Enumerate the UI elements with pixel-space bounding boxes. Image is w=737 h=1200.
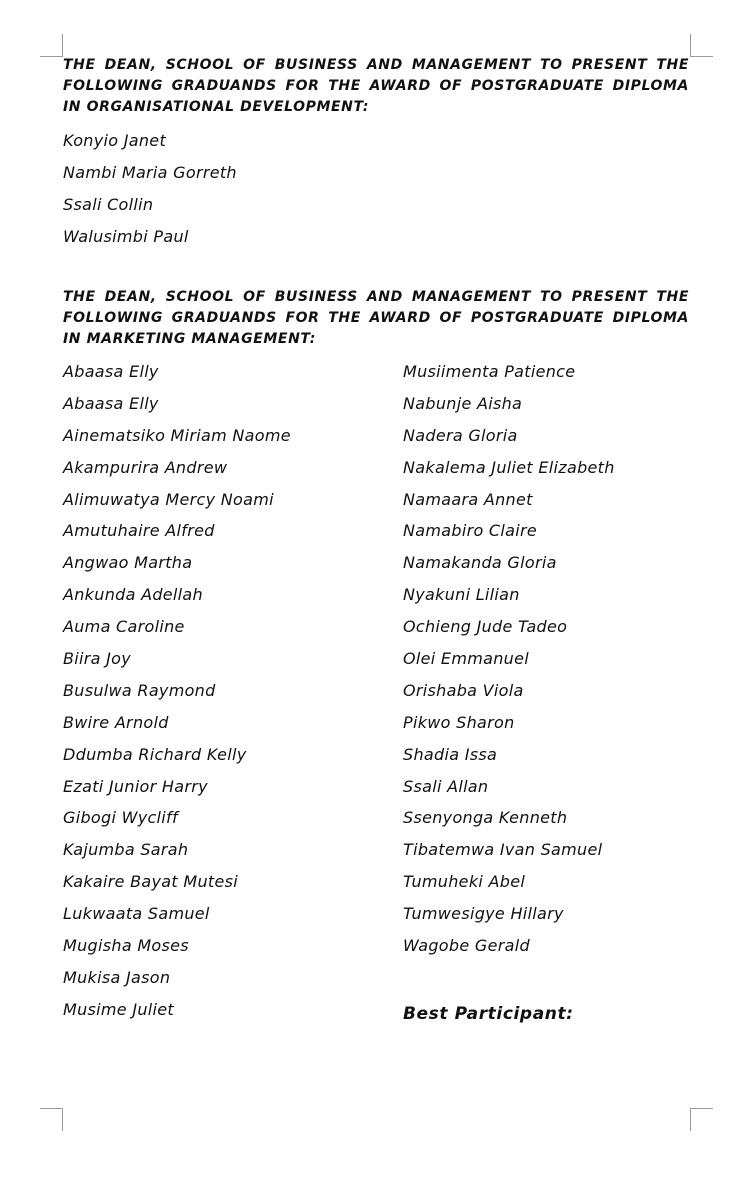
graduand-name: Ssali Collin xyxy=(63,194,154,214)
best-participant-label: Best Participant: xyxy=(403,1004,574,1024)
graduand-name: Ankunda Adellah xyxy=(63,585,203,605)
graduand-name: Ssali Allan xyxy=(403,776,489,796)
graduand-name: Abaasa Elly xyxy=(63,362,159,381)
graduand-name: Namabiro Claire xyxy=(403,521,538,541)
graduand-name: Abaasa Elly xyxy=(63,393,159,413)
graduand-name: Nambi Maria Gorreth xyxy=(63,162,237,182)
graduand-name: Tumwesigye Hillary xyxy=(403,904,564,924)
graduand-name: Nakalema Juliet Elizabeth xyxy=(403,457,615,477)
section-heading-organisational-development: THE DEAN, SCHOOL OF BUSINESS AND MANAGEMENT TO PRESENT THE FOLLOWING GRADUANDS FOR THE AWARD OF POSTGRADUATE DIPLOMA IN ORGANISATIONAL DEVELOPMENT: xyxy=(63,57,689,115)
graduand-name: Amutuhaire Alfred xyxy=(63,521,215,541)
graduand-name: Mugisha Moses xyxy=(63,936,189,956)
graduand-name: Kajumba Sarah xyxy=(63,840,189,860)
crop-mark-bottom-left xyxy=(40,1108,63,1131)
graduand-name: Namakanda Gloria xyxy=(403,553,557,573)
graduand-name: Walusimbi Paul xyxy=(63,226,189,246)
graduand-name: Ainematsiko Miriam Naome xyxy=(63,425,291,445)
graduand-list-marketing-right-column xyxy=(403,356,615,962)
graduand-name: Tibatemwa Ivan Samuel xyxy=(403,840,603,860)
graduand-name: Ssenyonga Kenneth xyxy=(403,808,568,828)
section-heading-marketing-management: THE DEAN, SCHOOL OF BUSINESS AND MANAGEMENT TO PRESENT THE FOLLOWING GRADUANDS FOR THE AWARD OF POSTGRADUATE DIPLOMA IN MARKETING MANAGEMENT: xyxy=(63,289,689,347)
graduand-name: Gibogi Wycliff xyxy=(63,808,178,828)
crop-mark-top-right xyxy=(690,34,713,57)
graduand-name: Ezati Junior Harry xyxy=(63,776,208,796)
graduand-list-organisational-development xyxy=(63,125,237,253)
graduand-name: Namaara Annet xyxy=(403,489,533,509)
crop-mark-top-left xyxy=(40,34,63,57)
graduand-name: Bwire Arnold xyxy=(63,712,169,732)
graduand-name: Orishaba Viola xyxy=(403,680,524,700)
graduand-name: Pikwo Sharon xyxy=(403,712,515,732)
graduand-name: Nadera Gloria xyxy=(403,425,518,445)
graduand-name: Olei Emmanuel xyxy=(403,649,529,669)
graduand-name: Wagobe Gerald xyxy=(403,936,530,956)
graduand-name: Nabunje Aisha xyxy=(403,393,523,413)
graduand-name: Akampurira Andrew xyxy=(63,457,228,477)
graduand-name: Lukwaata Samuel xyxy=(63,904,210,924)
graduand-name: Shadia Issa xyxy=(403,744,498,764)
crop-mark-bottom-right xyxy=(690,1108,713,1131)
graduand-name: Busulwa Raymond xyxy=(63,680,216,700)
graduand-name: Biira Joy xyxy=(63,649,132,669)
graduand-name: Konyio Janet xyxy=(63,131,167,150)
graduand-name: Musime Juliet xyxy=(63,999,175,1019)
graduand-name: Tumuheki Abel xyxy=(403,872,526,892)
graduand-list-marketing-left-column xyxy=(63,356,291,1026)
graduand-name: Ddumba Richard Kelly xyxy=(63,744,247,764)
graduand-name: Nyakuni Lilian xyxy=(403,585,520,605)
graduand-name: Musiimenta Patience xyxy=(403,362,576,381)
graduand-name: Kakaire Bayat Mutesi xyxy=(63,872,239,892)
graduand-name: Alimuwatya Mercy Noami xyxy=(63,489,274,509)
graduand-name: Ochieng Jude Tadeo xyxy=(403,617,568,637)
graduand-name: Mukisa Jason xyxy=(63,967,171,987)
graduand-name: Auma Caroline xyxy=(63,617,185,637)
graduand-name: Angwao Martha xyxy=(63,553,193,573)
